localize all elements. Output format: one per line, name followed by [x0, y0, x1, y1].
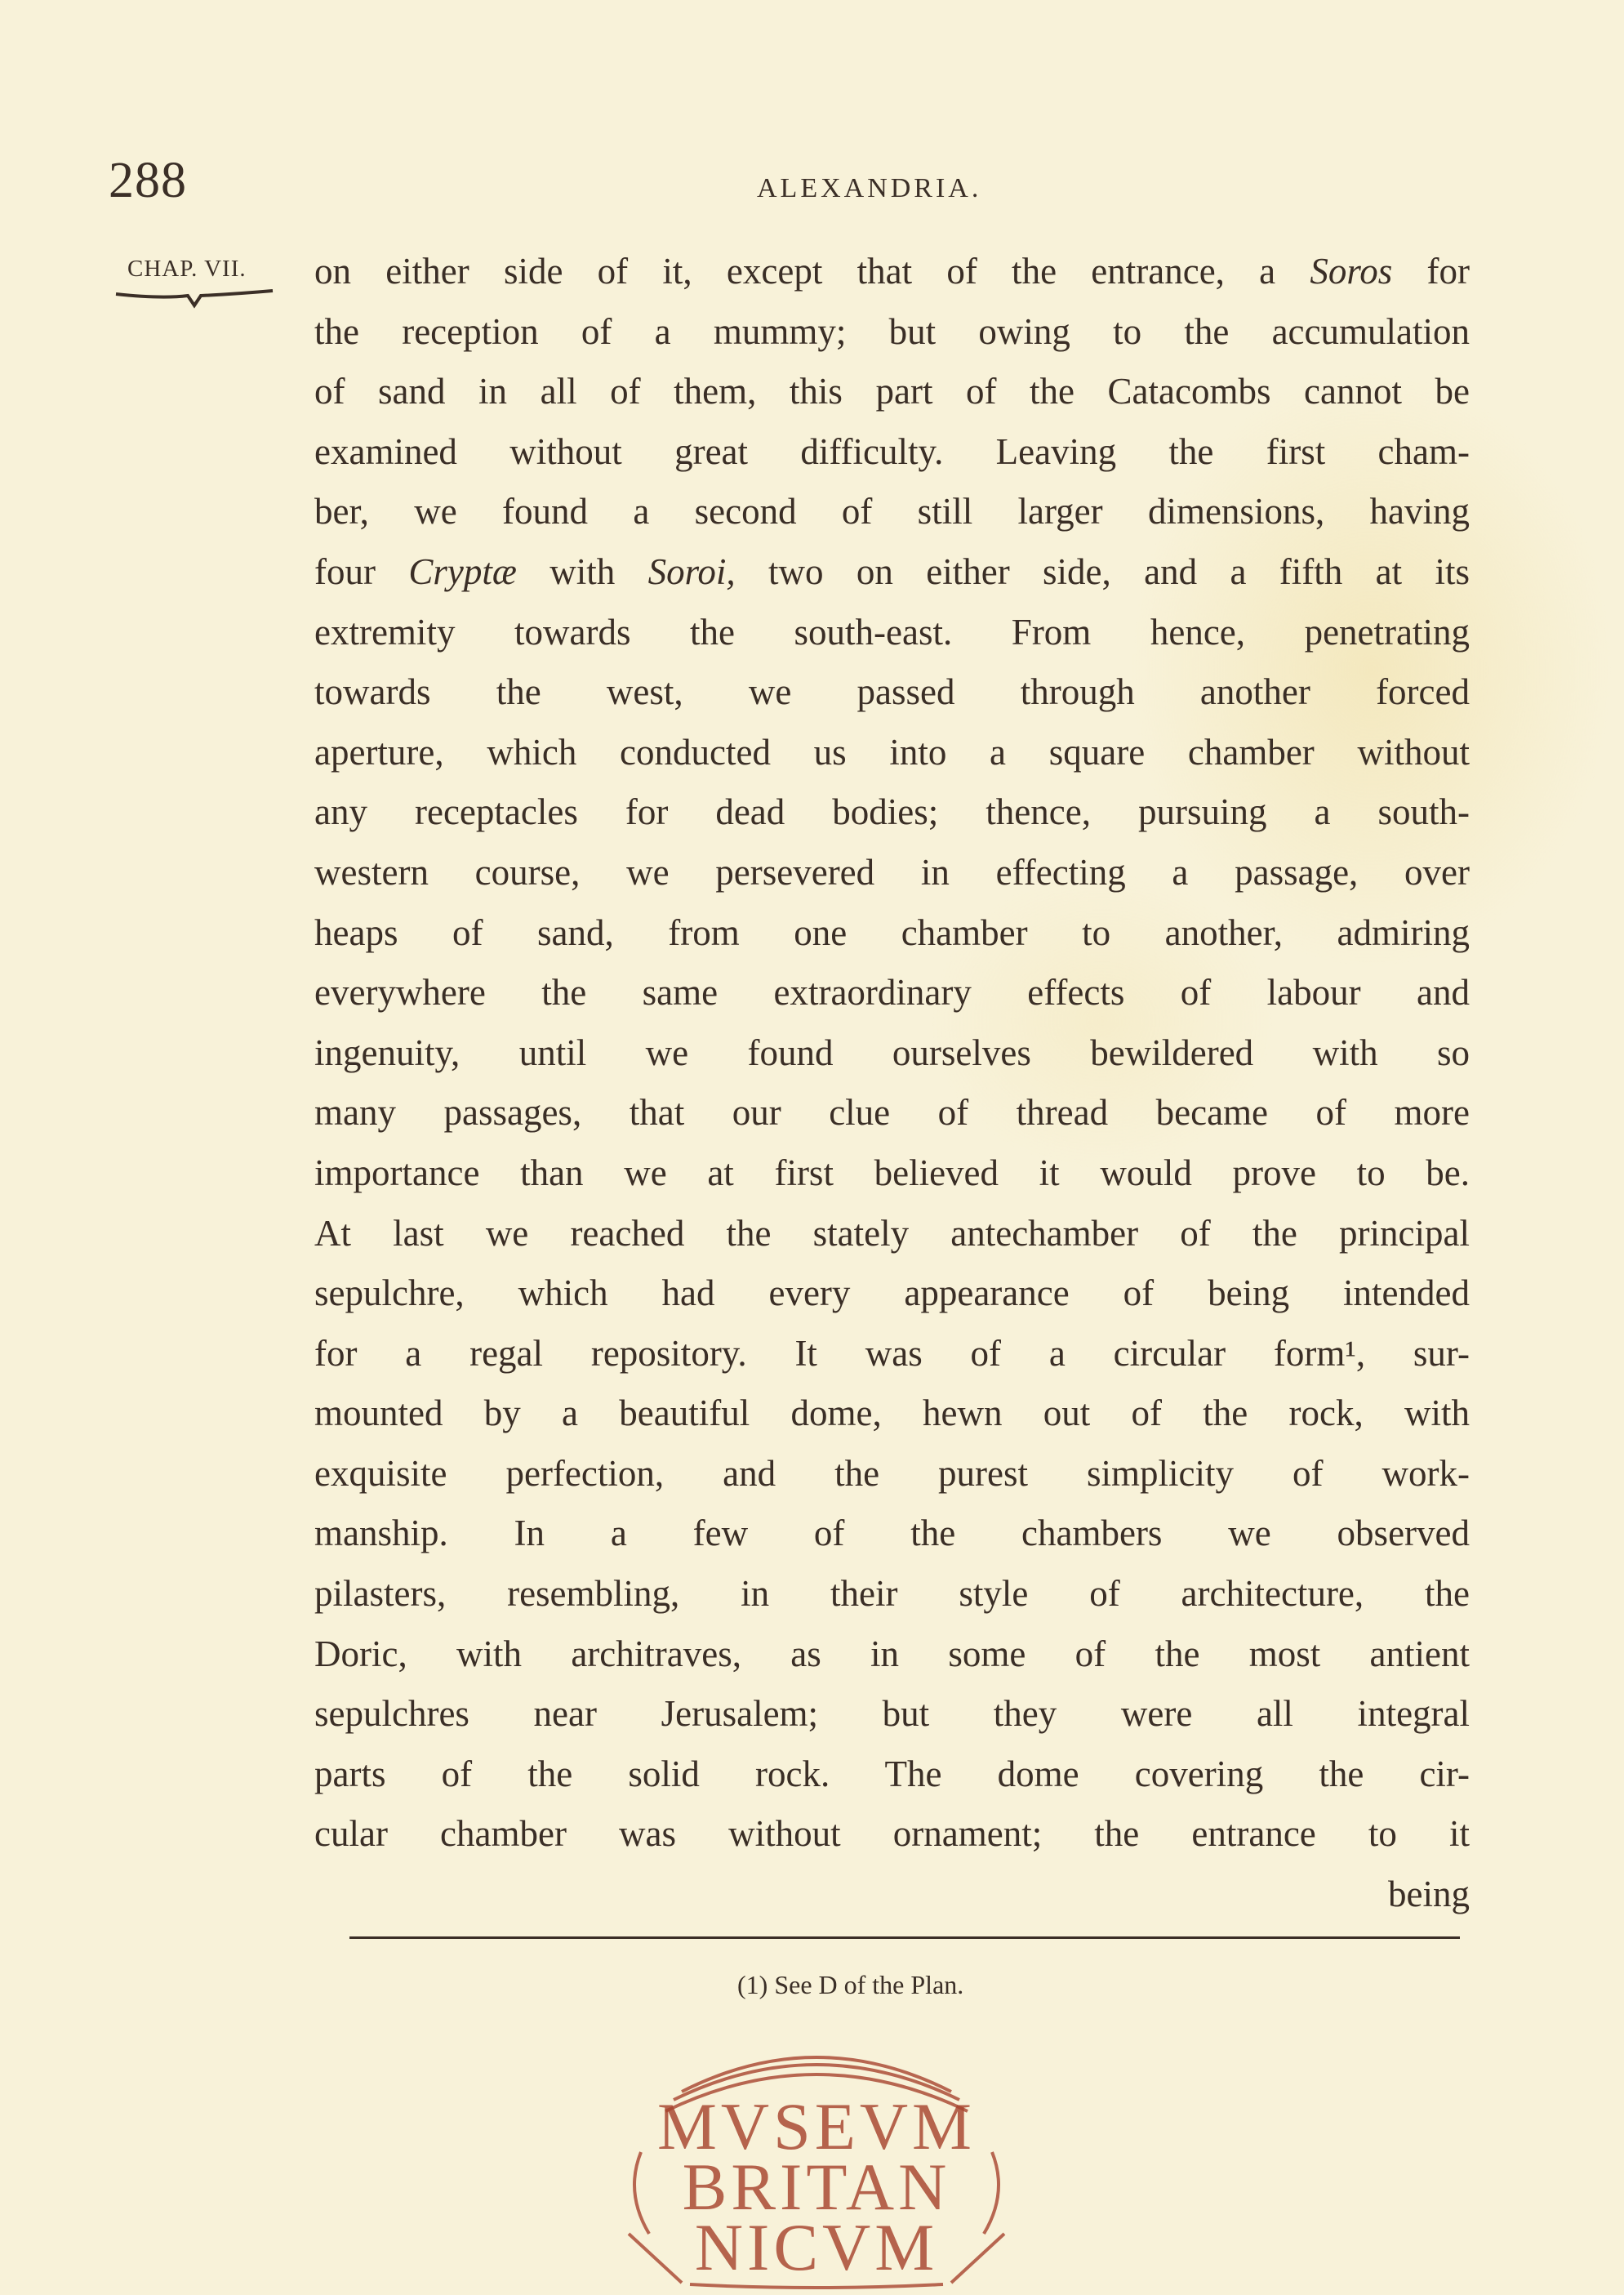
text-segment: western course, we persevered in effecting a passage, over — [314, 851, 1470, 893]
text-line — [314, 1023, 1470, 1084]
text-segment: for a regal repository. It was of a circular form¹, sur- — [314, 1332, 1470, 1374]
stamp-line-3: NICVM — [694, 2210, 939, 2284]
text-line — [314, 542, 1470, 603]
text-line — [314, 782, 1470, 843]
text-line — [314, 1083, 1470, 1143]
museum-stamp — [592, 2046, 1041, 2291]
text-line — [314, 1804, 1470, 1865]
text-segment: ber, we found a second of still larger dimensions, having — [314, 491, 1470, 533]
text-segment: ingenuity, until we found ourselves bewildered with so — [314, 1032, 1470, 1073]
text-line — [314, 242, 1470, 302]
text-segment: exquisite perfection, and the purest simplicity of work- — [314, 1452, 1470, 1494]
text-segment: of sand in all of them, this part of the Catacombs cannot be — [314, 371, 1470, 412]
text-line — [314, 843, 1470, 903]
text-line — [314, 1624, 1470, 1685]
text-segment: sepulchre, which had every appearance of being intended — [314, 1272, 1470, 1314]
text-segment: four — [314, 550, 409, 592]
text-line — [314, 362, 1470, 422]
text-line — [314, 1444, 1470, 1504]
chapter-ornamental-rule — [113, 287, 276, 312]
text-line — [314, 723, 1470, 783]
text-segment: any receptacles for dead bodies; thence, pursuing a south- — [314, 791, 1470, 833]
italic-term: Soroi, — [647, 550, 736, 592]
footnote-1: (1) See D of the Plan. — [737, 1970, 964, 1999]
italic-term: Soros — [1310, 251, 1393, 292]
text-segment: the reception of a mummy; but owing to the accumulation — [314, 310, 1470, 352]
text-segment: aperture, which conducted us into a square chamber without — [314, 731, 1470, 773]
text-line — [314, 1745, 1470, 1805]
page-number: 288 — [109, 153, 187, 208]
text-segment: Doric, with architraves, as in some of the most antient — [314, 1633, 1470, 1674]
stamp-line-1: MVSEVM — [657, 2089, 976, 2164]
running-title: ALEXANDRIA. — [757, 173, 982, 203]
text-line — [314, 1865, 1470, 1925]
body-text — [314, 242, 1470, 1925]
text-segment: towards the west, we passed through another forced — [314, 671, 1470, 713]
text-line — [314, 1384, 1470, 1444]
text-segment: for — [1392, 251, 1470, 292]
italic-term: Cryptæ — [408, 550, 517, 592]
text-line — [314, 1143, 1470, 1204]
text-segment: extremity towards the south-east. From hence, penetrating — [314, 611, 1470, 653]
text-line — [314, 1564, 1470, 1624]
text-line — [314, 1204, 1470, 1264]
text-line — [314, 482, 1470, 542]
text-segment: on either side of it, except that of the entrance, a — [314, 251, 1310, 292]
chapter-marginal-label: CHAP. VII. — [127, 256, 247, 282]
text-line — [314, 302, 1470, 363]
text-segment: being — [1388, 1874, 1470, 1915]
text-segment: with — [516, 550, 648, 592]
text-segment: cular chamber was without ornament; the entrance to it — [314, 1813, 1470, 1855]
text-segment: examined without great difficulty. Leaving the first cham- — [314, 430, 1470, 472]
text-segment: everywhere the same extraordinary effects of labour and — [314, 972, 1470, 1014]
text-line — [314, 603, 1470, 663]
footnote-divider — [349, 1936, 1460, 1939]
text-segment: manship. In a few of the chambers we observed — [314, 1513, 1470, 1554]
text-line — [314, 1263, 1470, 1324]
text-segment: At last we reached the stately antechamber of the principal — [314, 1212, 1470, 1254]
text-segment: pilasters, resembling, in their style of architecture, the — [314, 1573, 1470, 1615]
text-segment: many passages, that our clue of thread became of more — [314, 1092, 1470, 1134]
text-line — [314, 963, 1470, 1023]
stamp-line-2: BRITAN — [682, 2150, 951, 2224]
text-line — [314, 1324, 1470, 1384]
text-line — [314, 1684, 1470, 1745]
text-segment: importance than we at first believed it would prove to be. — [314, 1152, 1470, 1193]
text-line — [314, 422, 1470, 483]
text-segment: mounted by a beautiful dome, hewn out of the rock, with — [314, 1393, 1470, 1434]
text-segment: parts of the solid rock. The dome covering the cir- — [314, 1753, 1470, 1794]
text-line — [314, 903, 1470, 964]
text-segment: sepulchres near Jerusalem; but they were all integral — [314, 1693, 1470, 1735]
text-segment: heaps of sand, from one chamber to another, admiring — [314, 911, 1470, 953]
text-segment: two on either side, and a fifth at its — [735, 550, 1470, 592]
text-line — [314, 1504, 1470, 1564]
text-line — [314, 662, 1470, 723]
